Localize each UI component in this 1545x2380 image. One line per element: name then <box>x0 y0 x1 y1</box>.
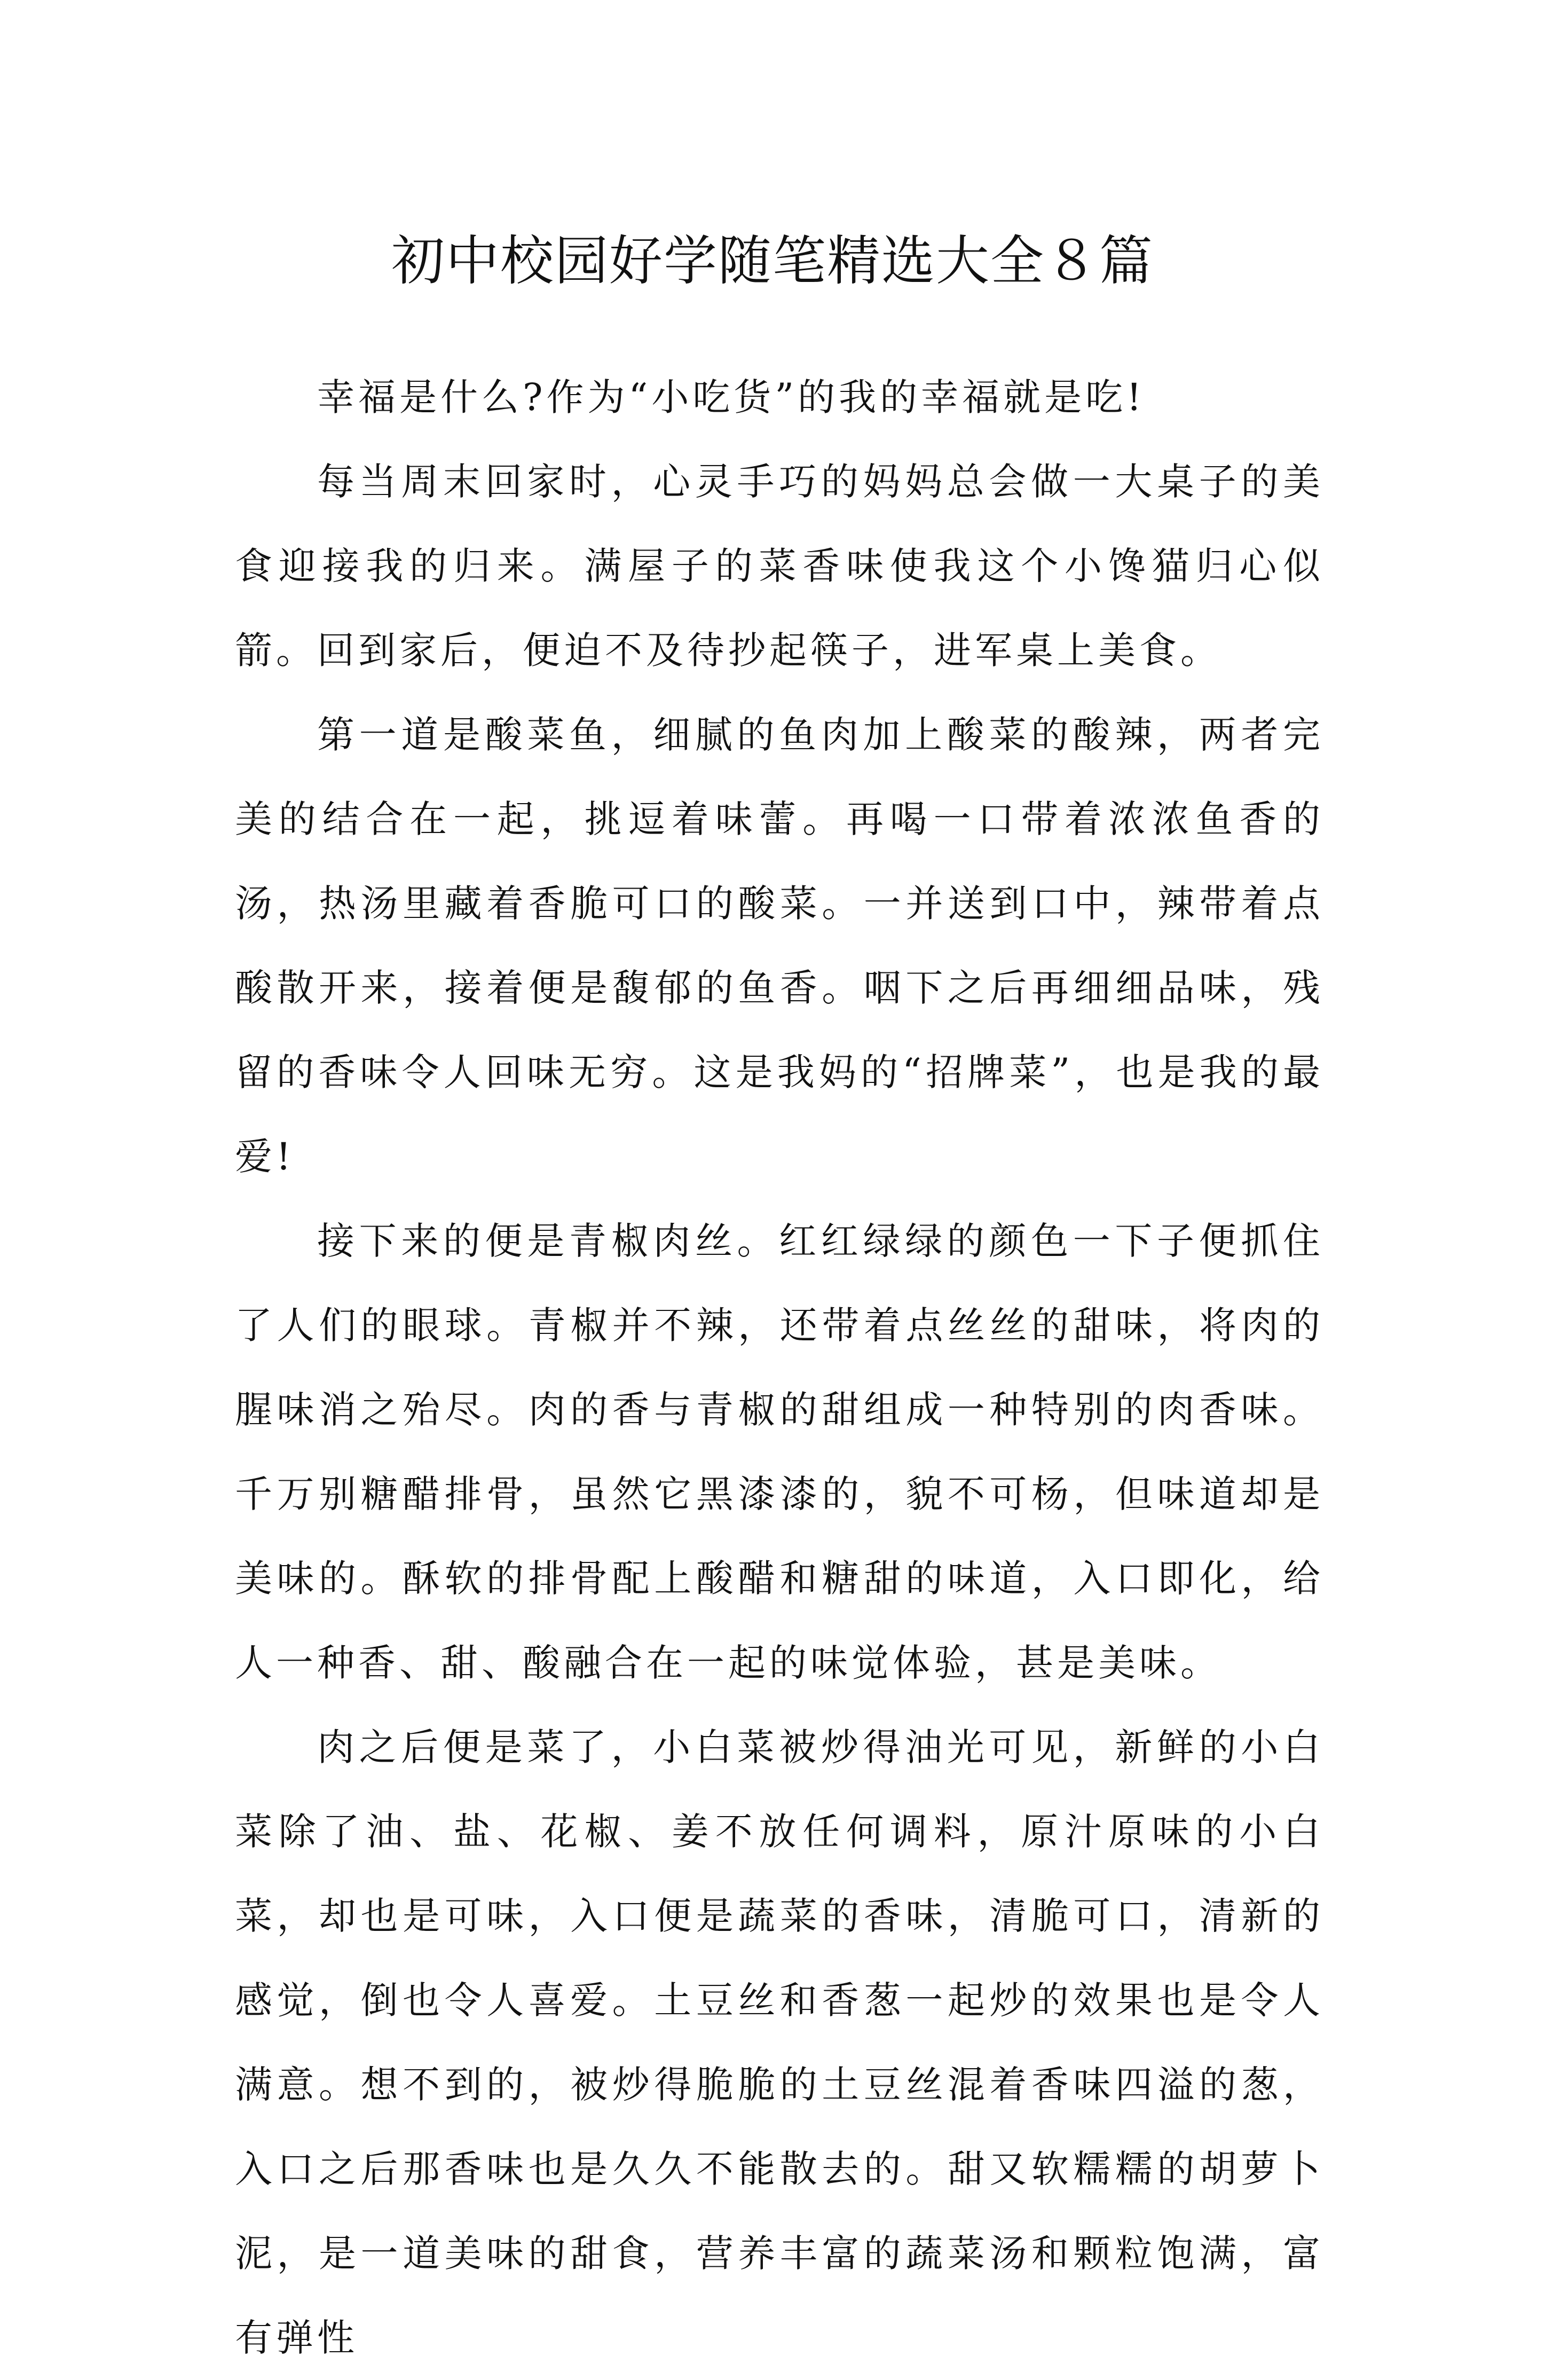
document-body <box>235 355 1324 2380</box>
document-title: 初中校园好学随笔精选大全８篇 <box>391 230 1154 292</box>
paragraph-5: 肉之后便是菜了，小白菜被炒得油光可见，新鲜的小白菜除了油、盐、花椒、姜不放任何调料，原汁原味的小白菜，却也是可味，入口便是蔬菜的香味，清脆可口，清新的感觉，倒也令人喜爱。土豆丝和香葱一起炒的效果也是令人满意。想不到的，被炒得脆脆的土豆丝混着香味四溢的葱，入口之后那香味也是久久不能散去的。甜又软糯糯的胡萝卜泥，是一道美味的甜食，营养丰富的蔬菜汤和颗粒饱满，富有弹性 <box>235 1725 1324 2360</box>
paragraph-4: 接下来的便是青椒肉丝。红红绿绿的颜色一下子便抓住了人们的眼球。青椒并不辣，还带着点丝丝的甜味，将肉的腥味消之殆尽。肉的香与青椒的甜组成一种特别的肉香味。千万别糖醋排骨，虽然它黑漆漆的，貌不可杨，但味道却是美味的。酥软的排骨配上酸醋和糖甜的味道，入口即化，给人一种香、甜、酸融合在一起的味觉体验，甚是美味。 <box>235 1219 1324 1685</box>
paragraph-2: 每当周末回家时，心灵手巧的妈妈总会做一大桌子的美食迎接我的归来。满屋子的菜香味使我这个小馋猫归心似箭。回到家后，便迫不及待抄起筷子，进军桌上美食。 <box>235 460 1324 672</box>
paragraph-3: 第一道是酸菜鱼，细腻的鱼肉加上酸菜的酸辣，两者完美的结合在一起，挑逗着味蕾。再喝一口带着浓浓鱼香的汤，热汤里藏着香脆可口的酸菜。一并送到口中，辣带着点酸散开来，接着便是馥郁的鱼香。咽下之后再细细品味，残留的香味令人回味无穷。这是我妈的“招牌菜”，也是我的最爱! <box>235 713 1324 1179</box>
paragraph-1: 幸福是什么?作为“小吃货”的我的幸福就是吃! <box>317 375 1146 419</box>
